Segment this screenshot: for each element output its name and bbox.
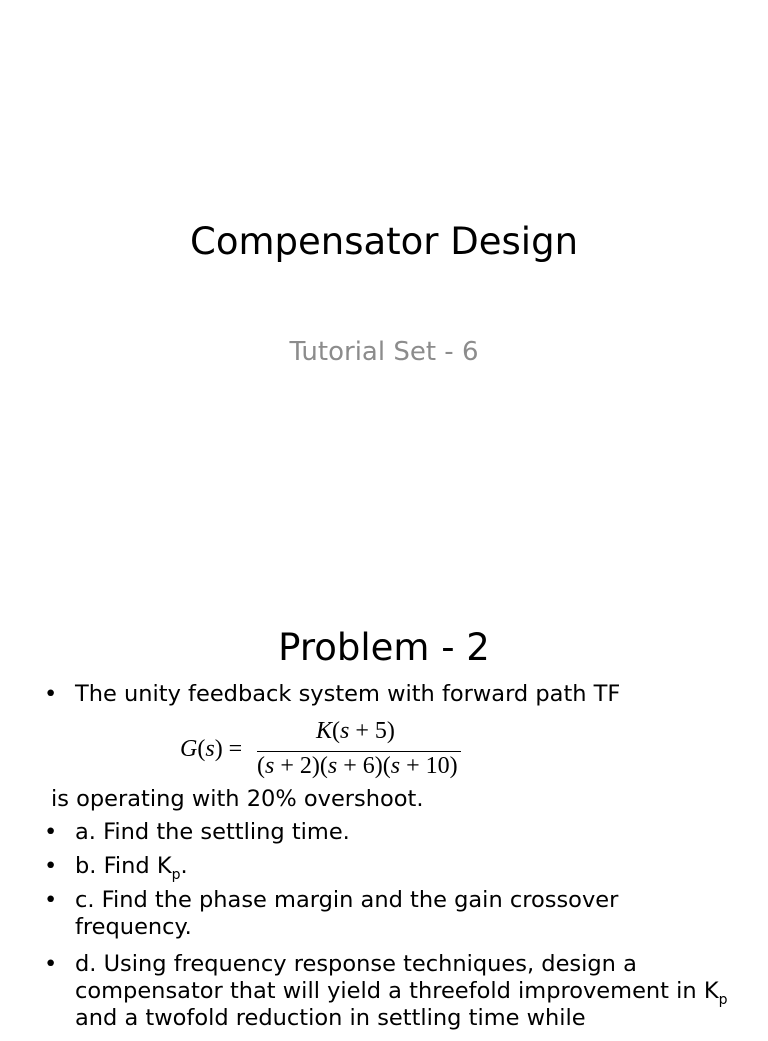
bullet-marker: • — [44, 681, 58, 707]
bullet-marker: • — [44, 887, 58, 913]
slide-1-title: Compensator Design — [189, 220, 579, 263]
bullet-d-main: d. Using frequency response techniques, design a compensator that will yield a threefold improvement in K — [75, 951, 719, 1004]
bullet-intro-text: The unity feedback system with forward path TF — [75, 681, 621, 707]
bullet-d-end: and a twofold reduction in settling time while — [75, 1005, 586, 1031]
formula-lhs: G(s) = — [180, 736, 243, 762]
bullet-marker: • — [44, 853, 58, 879]
bullet-b-text — [75, 853, 738, 883]
bullet-a — [44, 819, 738, 846]
bullet-d-text — [75, 951, 738, 1032]
bullet-marker: • — [44, 819, 58, 845]
fraction-bar — [257, 751, 461, 752]
slide-1-subtitle: Tutorial Set - 6 — [289, 337, 479, 367]
bullet-b-subscript: p — [171, 867, 181, 883]
bullet-b — [44, 853, 738, 883]
bullet-b-end: . — [180, 853, 188, 879]
bullet-c-text: c. Find the phase margin and the gain crossover frequency. — [75, 887, 619, 940]
bullet-intro — [44, 681, 738, 708]
formula-numerator: K(s + 5) — [316, 718, 395, 744]
formula-denominator: (s + 2)(s + 6)(s + 10) — [257, 753, 458, 779]
continuation-text: is operating with 20% overshoot. — [51, 786, 424, 812]
bullet-b-label: b. Find K — [75, 853, 172, 879]
bullet-a-text: a. Find the settling time. — [75, 819, 350, 845]
bullet-marker: • — [44, 951, 58, 977]
slide-2-title: Problem - 2 — [278, 626, 490, 669]
bullet-d — [44, 951, 738, 1041]
bullet-c — [44, 887, 738, 943]
bullet-d-subscript: p — [718, 992, 728, 1008]
